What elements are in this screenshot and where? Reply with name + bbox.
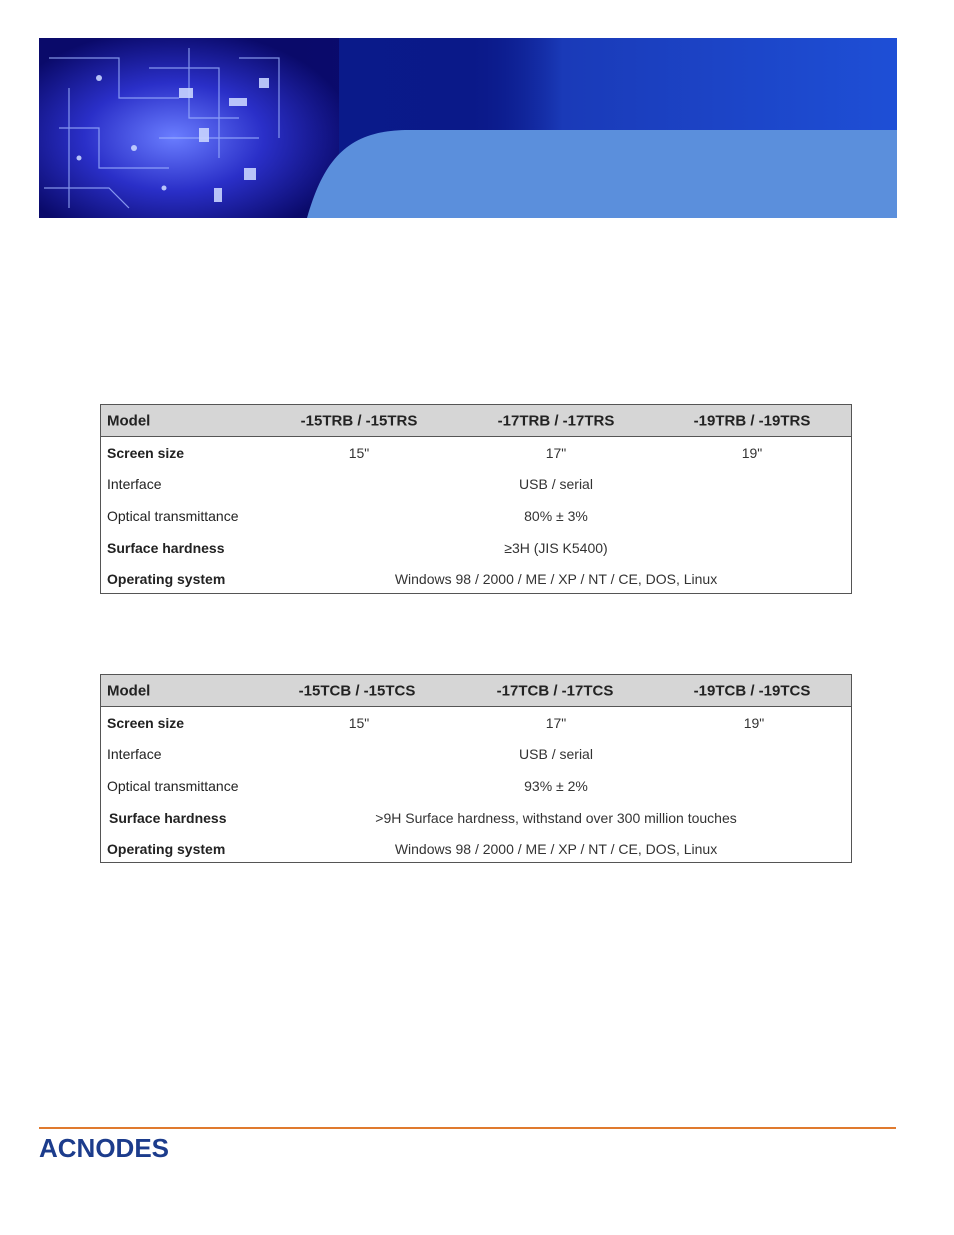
- table-row: Surface hardness ≥3H (JIS K5400): [107, 539, 608, 556]
- table-row: Interface USB / serial: [107, 746, 593, 763]
- row-label: Optical transmittance: [107, 507, 239, 524]
- row-label: Operating system: [107, 571, 226, 588]
- table-row: Operating system Windows 98 / 2000 / ME / XP / NT / CE, DOS, Linux: [107, 841, 718, 858]
- row-label: Interface: [107, 476, 162, 493]
- row-label: Surface hardness: [107, 539, 225, 556]
- table-row: Optical transmittance 80% ± 3%: [107, 507, 588, 524]
- spec-table-capacitive: [100, 674, 852, 863]
- acnodes-logo: [39, 1131, 199, 1172]
- row-label: Screen size: [107, 444, 185, 461]
- spec-table-resistive: [100, 404, 852, 594]
- table-row: Operating system Windows 98 / 2000 / ME / XP / NT / CE, DOS, Linux: [107, 571, 718, 588]
- header-model-label: Model: [107, 682, 151, 699]
- table-row: Screen size 15" 17" 19": [107, 714, 765, 731]
- header-banner: [39, 38, 897, 218]
- logo-wordmark: [39, 1131, 199, 1165]
- logo-text: ACNODES: [39, 1133, 170, 1163]
- row-label: Operating system: [107, 841, 226, 858]
- row-label: Interface: [107, 746, 162, 763]
- header-model-label: Model: [107, 412, 151, 429]
- table-row: Optical transmittance 93% ± 2%: [107, 777, 588, 794]
- row-label: Screen size: [107, 714, 185, 731]
- table-row: Surface hardness >9H Surface hardness, withstand over 300 million touches: [109, 809, 737, 826]
- table-row: Screen size 15" 17" 19": [107, 444, 763, 461]
- table-header-row: Model -15TRB / -15TRS -17TRB / -17TRS -19TRB / -19TRS: [101, 405, 851, 437]
- footer-divider: [39, 1127, 896, 1129]
- table-row: Interface USB / serial: [107, 476, 593, 493]
- table-header-row: Model -15TCB / -15TCS -17TCB / -17TCS -19TCB / -19TCS: [101, 675, 851, 707]
- row-label: Optical transmittance: [107, 777, 239, 794]
- banner-wave-shape: [39, 38, 897, 218]
- row-label: Surface hardness: [109, 809, 227, 826]
